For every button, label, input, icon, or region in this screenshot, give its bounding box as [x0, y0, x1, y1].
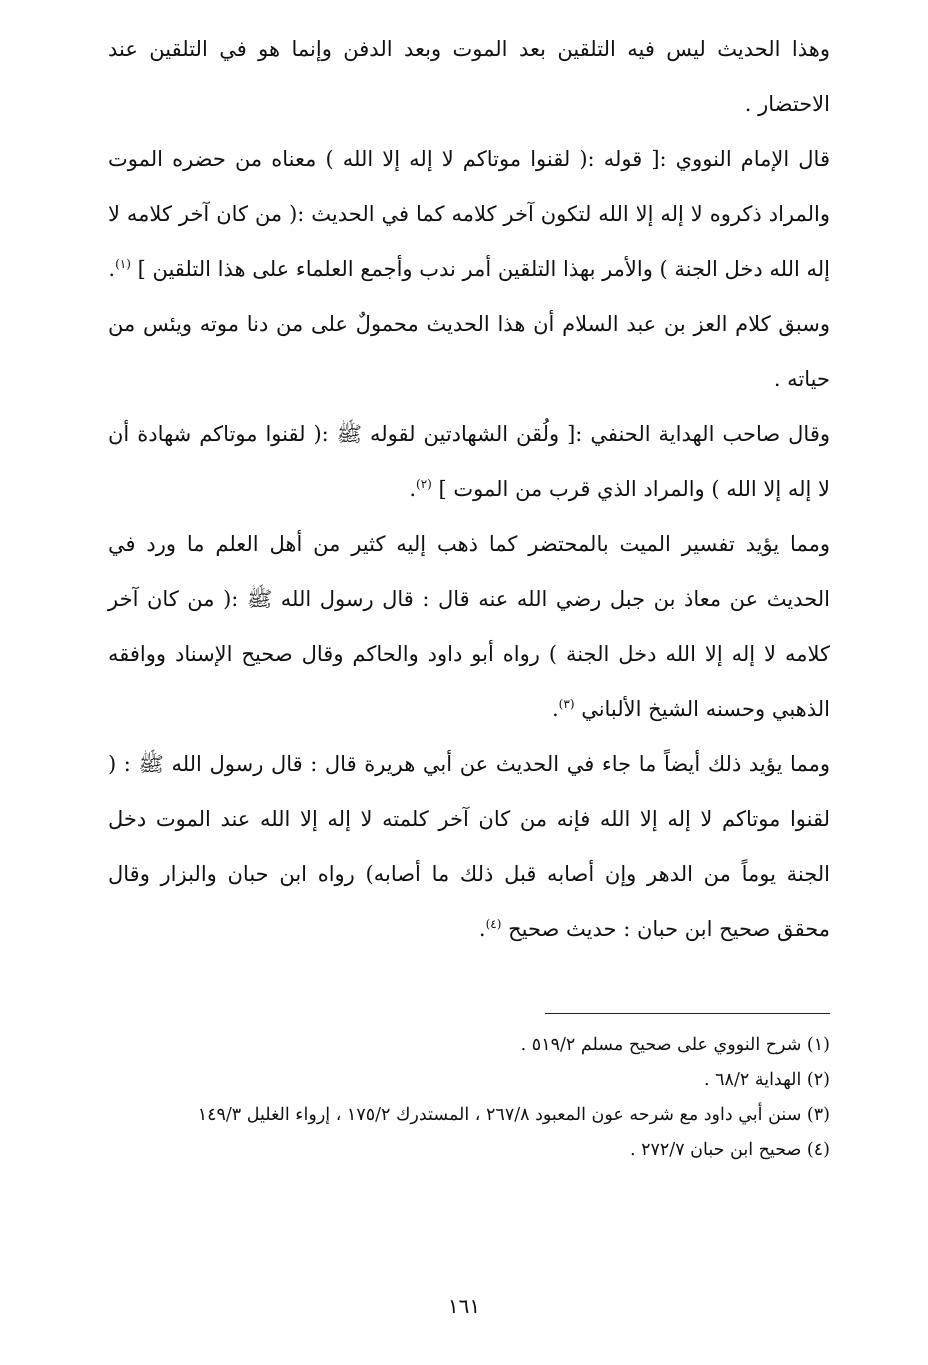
footnote-1: (١) شرح النووي على صحيح مسلم ٥١٩/٢ .	[520, 1035, 830, 1055]
main-text	[108, 22, 830, 957]
paragraph-5: ومما يؤيد تفسير الميت بالمحتضر كما ذهب إليه كثير من أهل العلم ما ورد في الحديث عن معاذ بن جبل رضي الله عنه قال : قال رسول الله ﷺ :( من كان آخر كلامه لا إله إلا الله دخل الجنة ) رواه أبو داود والحاكم وقال صحيح الإسناد ووافقه الذهبي وحسنه الشيخ الألباني $^{(٣)}$.	[108, 532, 830, 721]
paragraph-4: وقال صاحب الهداية الحنفي :[ ولُقن الشهادتين لقوله ﷺ :( لقنوا موتاكم شهادة أن لا إله إلا الله ) والمراد الذي قرب من الموت ] $^{(٢)}$.	[108, 422, 830, 501]
footnote-ref-2[interactable]: (٢)	[416, 477, 432, 491]
footnote-ref-4[interactable]: (٤)	[485, 917, 502, 931]
paragraph-1: وهذا الحديث ليس فيه التلقين بعد الموت وبعد الدفن وإنما هو في التلقين عند الاحتضار .	[108, 37, 830, 116]
footnote-ref-1[interactable]: (١)	[115, 257, 131, 271]
page-number: ١٦١	[447, 1294, 481, 1318]
footnote-3: (٣) سنن أبي داود مع شرحه عون المعبود ٢٦٧/٨ ، المستدرك ١٧٥/٢ ، إرواء الغليل ١٤٩/٣	[197, 1105, 830, 1125]
paragraph-2: قال الإمام النووي :[ قوله :( لقنوا موتاكم لا إله إلا الله ) معناه من حضره الموت والمراد ذكروه لا إله إلا الله لتكون آخر كلامه كما في الحديث :( من كان آخر كلامه لا إله الله دخل الجنة ) والأمر بهذا التلقين أمر ندب وأجمع العلماء على هذا التلقين ] $^{(١)}$.	[108, 147, 830, 281]
footnotes	[108, 1028, 830, 1168]
paragraph-3: وسبق كلام العز بن عبد السلام أن هذا الحديث محمولٌ على من دنا موته ويئس من حياته .	[108, 312, 830, 391]
footnote-ref-3[interactable]: (٣)	[558, 697, 575, 711]
footnote-4: (٤) صحيح ابن حبان ٢٧٢/٧ .	[629, 1140, 830, 1160]
footnote-divider	[545, 1013, 830, 1014]
paragraph-6: ومما يؤيد ذلك أيضاً ما جاء في الحديث عن أبي هريرة قال : قال رسول الله ﷺ : ( لقنوا موتاكم لا إله إلا الله فإنه من كان آخر كلمته لا إله إلا الله عند الموت دخل الجنة يوماً من الدهر وإن أصابه قبل ذلك ما أصابه) رواه ابن حبان والبزار وقال محقق صحيح ابن حبان : حديث صحيح $^{(٤)}$.	[108, 752, 830, 941]
footnote-2: (٢) الهداية ٦٨/٢ .	[704, 1070, 830, 1090]
